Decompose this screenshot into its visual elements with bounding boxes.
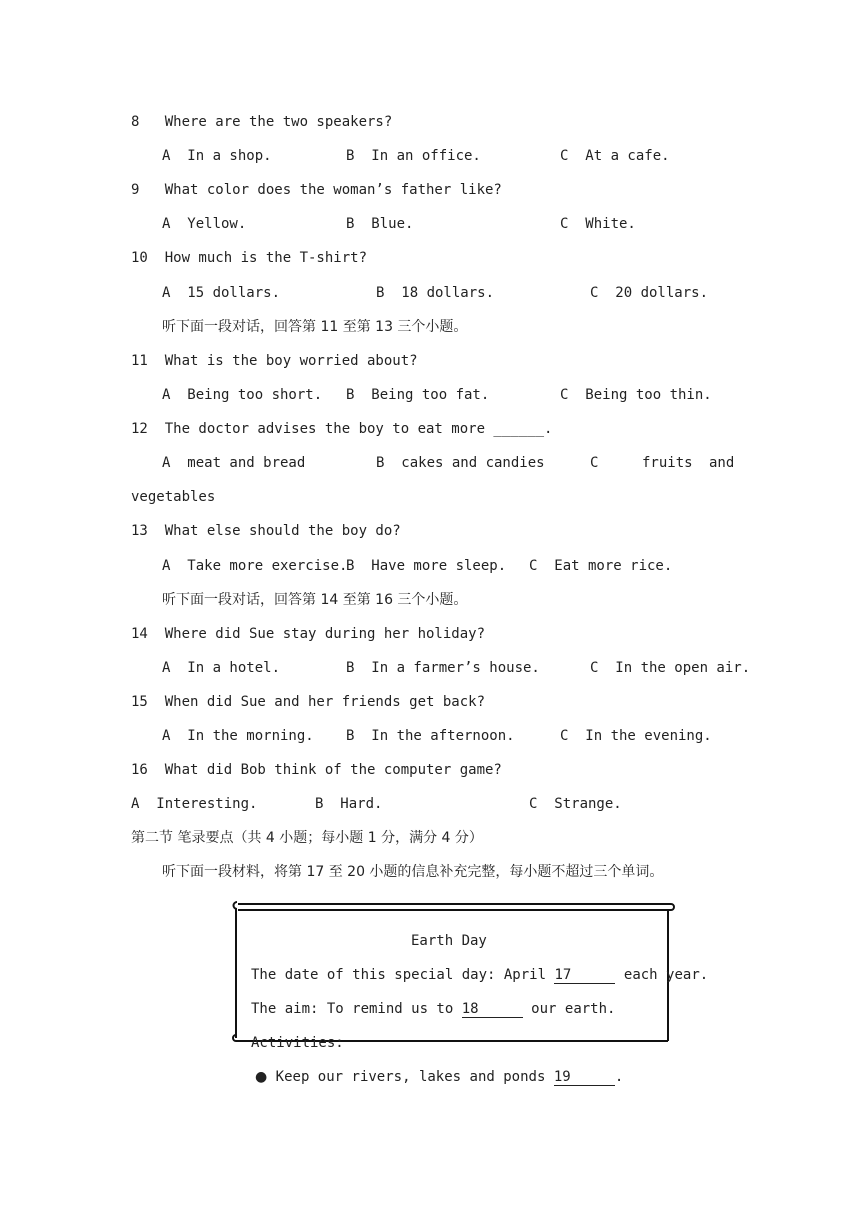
q11-option-c: C Being too thin. [560,387,712,403]
q14-stem: 14 Where did Sue stay during her holiday? [131,626,486,642]
notes-title: Earth Day [411,933,487,949]
q16-option-b: B Hard. [315,796,383,812]
answer-blank-18[interactable] [462,1001,523,1018]
q11-option-b: B Being too fat. [346,387,490,403]
q13-option-a: A Take more exercise. [162,558,348,574]
notes-aim-line [251,1001,615,1018]
q12-option-c-word1: fruits [642,455,693,471]
instruction-14-16: 听下面一段对话，回答第 14 至第 16 三个小题。 [162,592,468,608]
q10-stem: 10 How much is the T-shirt? [131,250,368,266]
notes-date-line [251,967,708,984]
notes-aim-label: The aim: To remind us to [251,1001,454,1017]
instruction-11-13: 听下面一段对话，回答第 11 至第 13 三个小题。 [162,319,468,335]
q11-stem: 11 What is the boy worried about? [131,353,418,369]
q10-option-b: B 18 dollars. [376,285,495,301]
q15-option-c: C In the evening. [560,728,712,744]
q13-option-b: B Have more sleep. [346,558,507,574]
answer-number-17: 17 [554,967,572,983]
q11-option-a: A Being too short. [162,387,323,403]
q16-option-a: A Interesting. [131,796,258,812]
answer-blank-17[interactable] [554,967,615,984]
q14-option-c: C In the open air. [590,660,751,676]
section2-title: 第二节 笔录要点（共 4 小题；每小题 1 分，满分 4 分） [131,830,483,846]
answer-blank-19[interactable] [554,1069,615,1086]
q8-option-c: C At a cafe. [560,148,670,164]
q12-stem: 12 The doctor advises the boy to eat more ______. [131,421,553,437]
q15-option-a: A In the morning. [162,728,314,744]
q10-option-c: C 20 dollars. [590,285,709,301]
q8-option-a: A In a shop. [162,148,272,164]
notes-activities-label: Activities: [251,1035,344,1051]
q12-option-c-continued: vegetables [131,489,216,505]
q12-option-b: B cakes and candies [376,455,545,471]
notes-activity-1-suffix: . [614,1069,624,1085]
q9-option-a: A Yellow. [162,216,247,232]
q14-option-b: B In a farmer’s house. [346,660,540,676]
q12-option-a: A meat and bread [162,455,306,471]
q13-stem: 13 What else should the boy do? [131,523,401,539]
answer-number-19: 19 [553,1069,571,1085]
q14-option-a: A In a hotel. [162,660,281,676]
q8-stem: 8 Where are the two speakers? [131,114,393,130]
q8-option-b: B In an office. [346,148,481,164]
q12-option-c-letter: C [590,455,599,471]
q13-option-c: C Eat more rice. [529,558,673,574]
q10-option-a: A 15 dollars. [162,285,281,301]
q9-option-c: C White. [560,216,636,232]
notes-aim-suffix: our earth. [531,1001,616,1017]
notes-activity-1-label: Keep our rivers, lakes and ponds [275,1069,546,1085]
q16-stem: 16 What did Bob think of the computer game? [131,762,502,778]
q9-stem: 9 What color does the woman’s father like? [131,182,502,198]
q12-option-c-word2: and [709,455,735,471]
q16-option-c: C Strange. [529,796,622,812]
q15-stem: 15 When did Sue and her friends get back? [131,694,486,710]
q9-option-b: B Blue. [346,216,414,232]
notes-date-label: The date of this special day: April [251,967,547,983]
q15-option-b: B In the afternoon. [346,728,515,744]
notes-activity-1 [255,1069,623,1086]
answer-number-18: 18 [461,1001,479,1017]
bullet-icon: ● [255,1069,268,1085]
notes-date-suffix: each year. [623,967,709,983]
section2-instruction: 听下面一段材料，将第 17 至 20 小题的信息补充完整，每小题不超过三个单词。 [162,864,664,880]
